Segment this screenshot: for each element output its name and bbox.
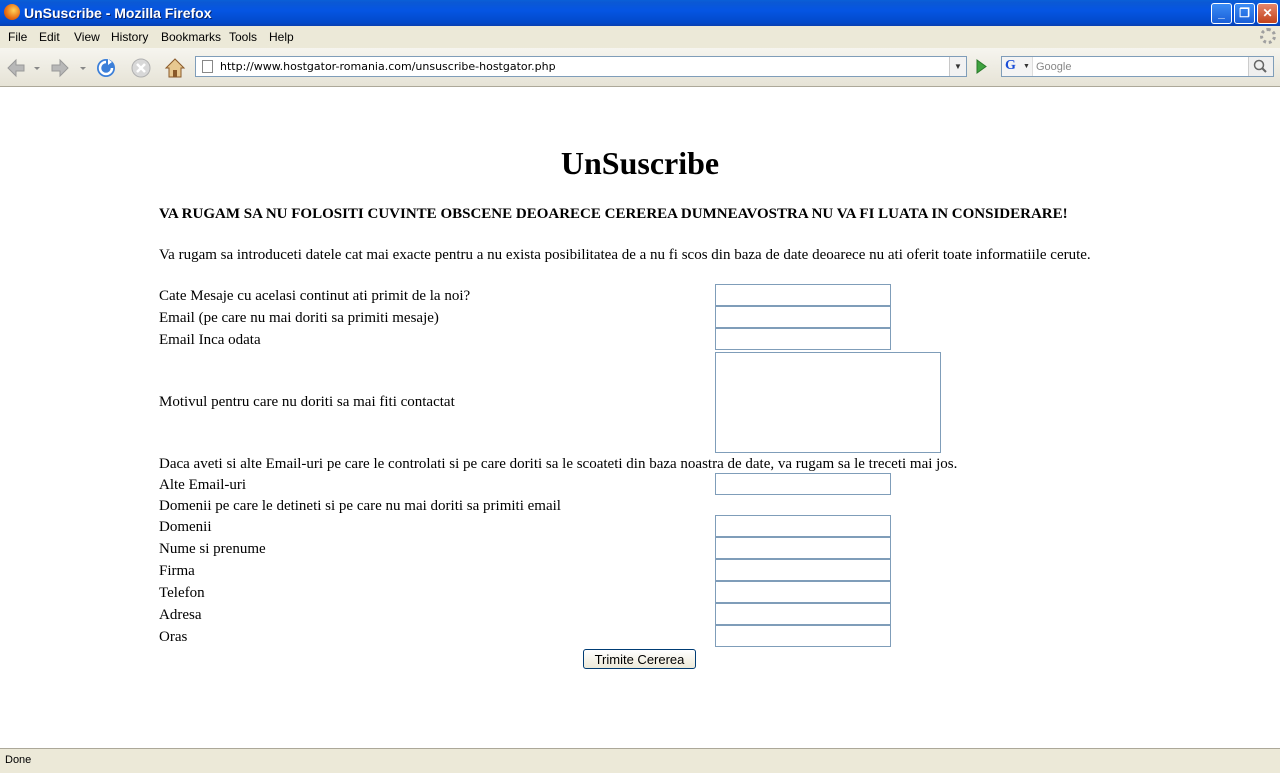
warning-text: VA RUGAM SA NU FOLOSITI CUVINTE OBSCENE DEOARECE CEREREA DUMNEAVOSTRA NU VA FI LUATA IN CONSIDERARE! — [159, 206, 1068, 222]
phone-label: Telefon — [159, 585, 205, 601]
menu-help[interactable]: Help — [269, 30, 294, 44]
throbber-icon — [1260, 28, 1276, 44]
reason-label: Motivul pentru care nu doriti sa mai fiti contactat — [159, 394, 455, 410]
messages-count-input[interactable] — [715, 284, 891, 306]
menu-history[interactable]: History — [111, 30, 149, 44]
other-emails-input[interactable] — [715, 473, 891, 495]
stop-icon[interactable] — [130, 57, 152, 79]
address-url[interactable]: http://www.hostgator-romania.com/unsuscribe-hostgator.php — [220, 60, 556, 73]
reload-icon[interactable] — [95, 57, 117, 79]
domains-input[interactable] — [715, 515, 891, 537]
page-content — [0, 87, 1280, 748]
search-input[interactable]: Google — [1036, 61, 1072, 73]
navigation-toolbar — [0, 48, 1280, 87]
other-emails-note: Daca aveti si alte Email-uri pe care le controlati si pe care doriti sa le scoateti din baza noastra de date, va rugam sa le treceti mai jos. — [159, 456, 958, 472]
name-input[interactable] — [715, 537, 891, 559]
name-label: Nume si prenume — [159, 541, 266, 557]
menu-bookmarks[interactable]: Bookmarks — [161, 30, 222, 44]
status-text: Done — [5, 754, 32, 766]
address-bar[interactable] — [195, 56, 967, 77]
submit-button[interactable]: Trimite Cererea — [583, 649, 696, 669]
search-engine-icon[interactable]: G ▼ — [1002, 57, 1033, 76]
search-magnifier-icon[interactable] — [1248, 57, 1273, 76]
search-bar[interactable] — [1001, 56, 1274, 77]
intro-text: Va rugam sa introduceti datele cat mai exacte pentru a nu exista posibilitatea de a nu fi scos din baza de date deoarece nu ati oferit toate informatiile cerute. — [159, 247, 1091, 263]
minimize-button[interactable]: _ — [1211, 3, 1232, 24]
other-emails-label: Alte Email-uri — [159, 477, 247, 493]
restore-button[interactable]: ❐ — [1234, 3, 1255, 24]
address-dropdown-icon[interactable]: ▼ — [949, 57, 966, 76]
menu-file[interactable]: File — [8, 30, 28, 44]
menu-bar — [0, 26, 1280, 48]
status-bar — [0, 748, 1280, 773]
phone-input[interactable] — [715, 581, 891, 603]
menu-edit[interactable]: Edit — [39, 30, 60, 44]
city-label: Oras — [159, 629, 188, 645]
address-input[interactable] — [715, 603, 891, 625]
forward-dropdown-icon[interactable] — [78, 57, 88, 79]
firefox-icon — [4, 4, 20, 20]
go-arrow-icon[interactable] — [970, 56, 992, 77]
email-again-label: Email Inca odata — [159, 332, 261, 348]
window-title: UnSuscribe - Mozilla Firefox — [24, 5, 212, 21]
reason-textarea[interactable] — [715, 352, 941, 453]
menu-view[interactable]: View — [74, 30, 100, 44]
menu-tools[interactable]: Tools — [229, 30, 258, 44]
close-button[interactable]: ✕ — [1257, 3, 1278, 24]
city-input[interactable] — [715, 625, 891, 647]
page-title: UnSuscribe — [560, 145, 720, 181]
email-label: Email (pe care nu mai doriti sa primiti mesaje) — [159, 310, 439, 326]
back-dropdown-icon[interactable] — [32, 57, 42, 79]
page-icon — [202, 60, 213, 73]
title-bar — [0, 0, 1280, 26]
home-icon[interactable] — [164, 57, 186, 79]
address-label: Adresa — [159, 607, 202, 623]
company-label: Firma — [159, 563, 195, 579]
company-input[interactable] — [715, 559, 891, 581]
domains-label: Domenii — [159, 519, 212, 535]
messages-count-label: Cate Mesaje cu acelasi continut ati primit de la noi? — [159, 288, 471, 304]
forward-arrow-icon[interactable] — [49, 57, 71, 79]
back-arrow-icon[interactable] — [5, 57, 27, 79]
domains-note: Domenii pe care le detineti si pe care nu mai doriti sa primiti email — [159, 498, 561, 514]
email-again-input[interactable] — [715, 328, 891, 350]
email-input[interactable] — [715, 306, 891, 328]
